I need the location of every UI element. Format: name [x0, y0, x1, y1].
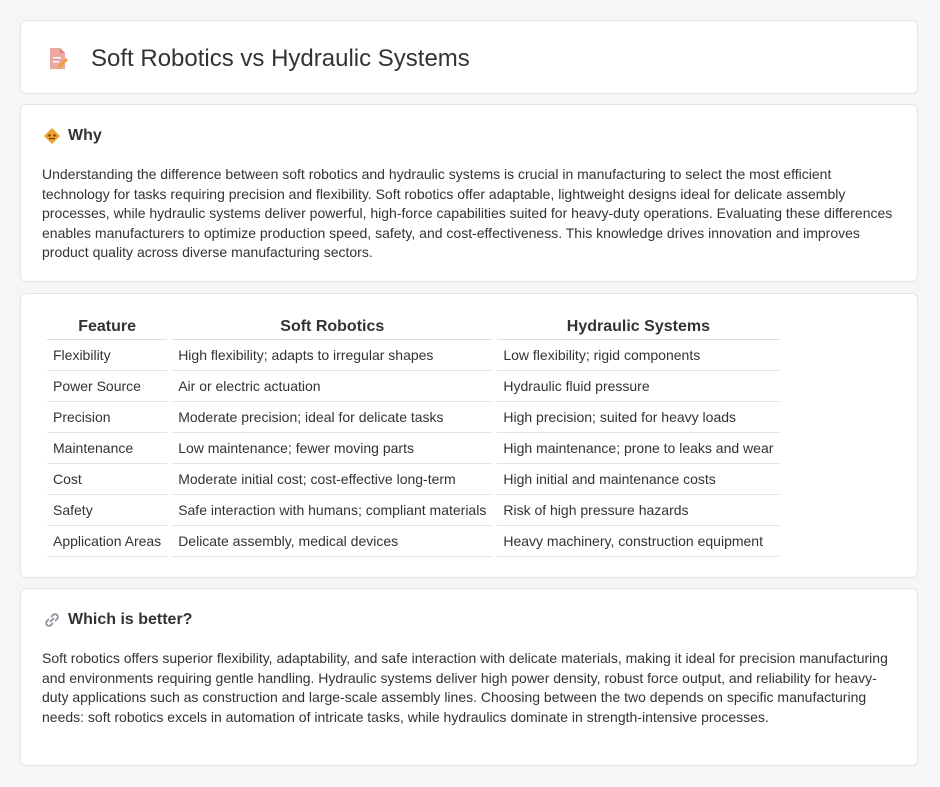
feature-cell: Cost	[47, 464, 167, 495]
hydraulic-cell: Low flexibility; rigid components	[497, 340, 779, 371]
column-header-hydraulic-systems: Hydraulic Systems	[497, 317, 779, 340]
feature-cell: Flexibility	[47, 340, 167, 371]
soft-robotics-cell: Moderate initial cost; cost-effective long-term	[172, 464, 492, 495]
table-row	[47, 340, 779, 371]
table-row	[47, 433, 779, 464]
better-heading: Which is better?	[68, 611, 193, 628]
comparison-section	[20, 293, 918, 578]
title-card	[20, 20, 918, 94]
diamond-warning-icon	[43, 127, 61, 145]
feature-cell: Precision	[47, 402, 167, 433]
feature-cell: Maintenance	[47, 433, 167, 464]
table-header-row	[47, 317, 779, 340]
feature-cell: Power Source	[47, 371, 167, 402]
soft-robotics-cell: Air or electric actuation	[172, 371, 492, 402]
hydraulic-cell: Hydraulic fluid pressure	[497, 371, 779, 402]
why-section	[20, 104, 918, 282]
table-row	[47, 495, 779, 526]
better-text: Soft robotics offers superior flexibility, adaptability, and safe interaction with delicate materials, making it ideal for precision manufacturing and environments requiring gentle handling. Hydraulic systems deliver high power density, robust force output, and reliability for heavy-duty applications such as construction and large-scale assembly lines. Choosing between the two depends on specific manufacturing needs: soft robotics excels in automation of intricate tasks, while hydraulics dominate in strength-intensive processes.	[42, 650, 888, 725]
column-header-feature: Feature	[47, 317, 167, 340]
hydraulic-cell: Heavy machinery, construction equipment	[497, 526, 779, 557]
soft-robotics-cell: Delicate assembly, medical devices	[172, 526, 492, 557]
link-icon	[43, 611, 61, 629]
hydraulic-cell: High precision; suited for heavy loads	[497, 402, 779, 433]
soft-robotics-cell: Low maintenance; fewer moving parts	[172, 433, 492, 464]
why-text: Understanding the difference between soft robotics and hydraulic systems is crucial in manufacturing to select the most efficient technology for tasks requiring precision and flexibility. Soft robotics offer adaptable, lightweight designs ideal for delicate assembly processes, while hydraulic systems deliver powerful, high-force capabilities suited for heavy-duty operations. Evaluating these differences enables manufacturers to optimize production speed, safety, and cost-effectiveness. This knowledge drives innovation and improves product quality across diverse manufacturing sectors.	[42, 166, 893, 261]
soft-robotics-cell: Safe interaction with humans; compliant materials	[172, 495, 492, 526]
table-row	[47, 402, 779, 433]
table-row	[47, 526, 779, 557]
comparison-table	[42, 317, 784, 557]
document-pen-icon	[47, 47, 69, 71]
hydraulic-cell: High maintenance; prone to leaks and wear	[497, 433, 779, 464]
column-header-soft-robotics: Soft Robotics	[172, 317, 492, 340]
why-heading: Why	[68, 127, 102, 144]
table-row	[47, 371, 779, 402]
feature-cell: Application Areas	[47, 526, 167, 557]
feature-cell: Safety	[47, 495, 167, 526]
hydraulic-cell: Risk of high pressure hazards	[497, 495, 779, 526]
hydraulic-cell: High initial and maintenance costs	[497, 464, 779, 495]
soft-robotics-cell: Moderate precision; ideal for delicate tasks	[172, 402, 492, 433]
which-is-better-section	[20, 588, 918, 766]
page-title: Soft Robotics vs Hydraulic Systems	[91, 45, 470, 72]
table-row	[47, 464, 779, 495]
soft-robotics-cell: High flexibility; adapts to irregular shapes	[172, 340, 492, 371]
